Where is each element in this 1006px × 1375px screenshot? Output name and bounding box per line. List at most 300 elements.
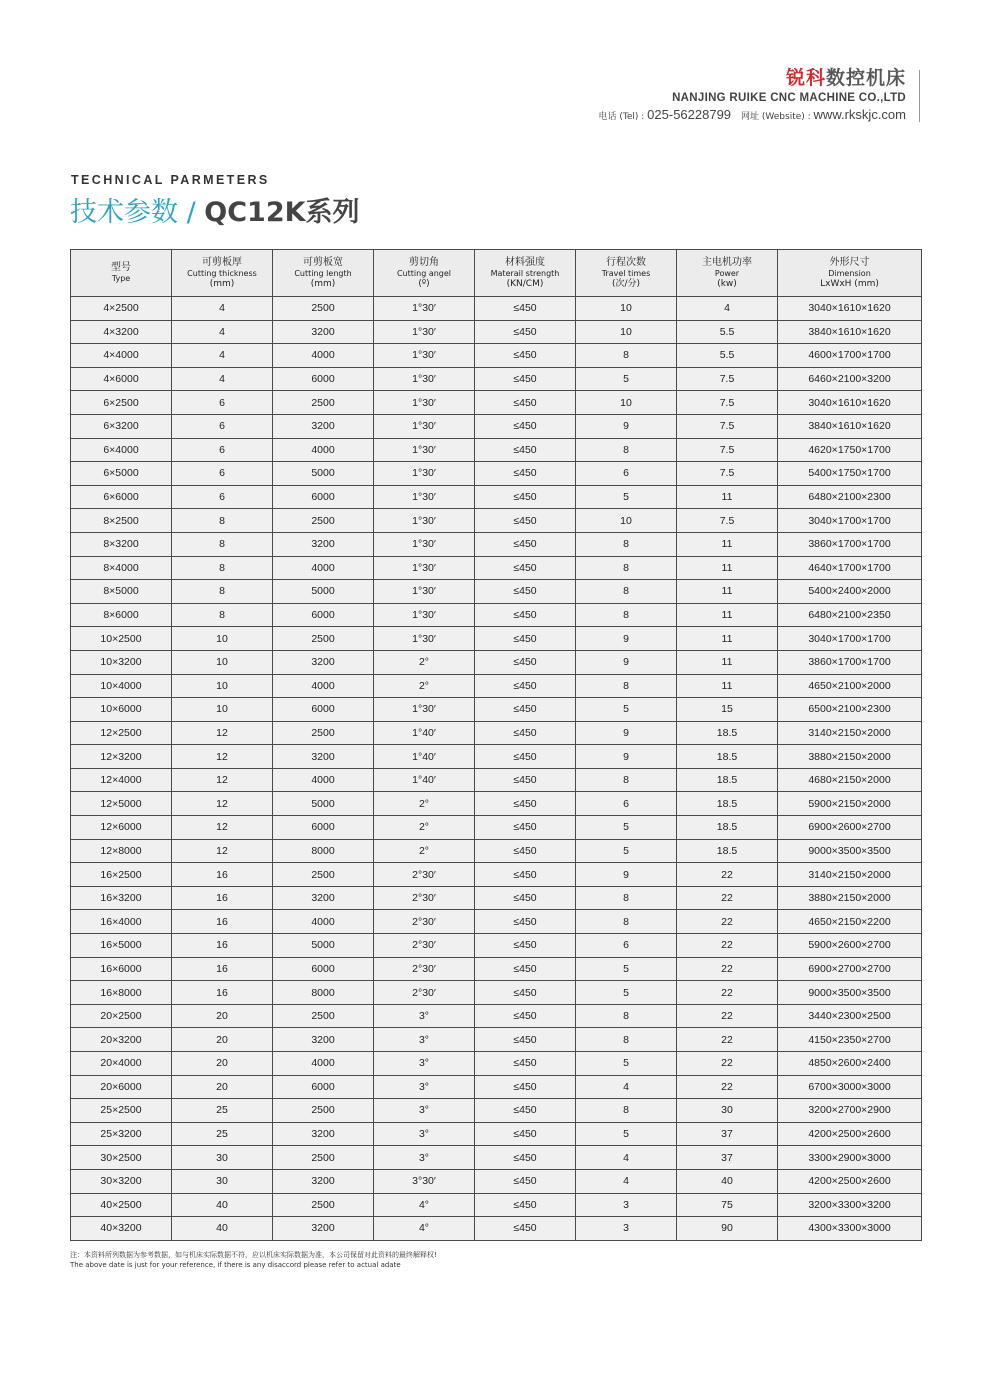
table-cell: ≤450 [475, 627, 576, 651]
table-cell: 4 [677, 297, 778, 321]
table-cell: 1°30′ [374, 462, 475, 486]
table-row [71, 863, 922, 887]
table-cell: 3200 [273, 414, 374, 438]
table-cell: 10 [172, 698, 273, 722]
table-cell: ≤450 [475, 1099, 576, 1123]
table-cell: 4600×1700×1700 [778, 344, 922, 368]
table-cell: 3880×2150×2000 [778, 886, 922, 910]
table-row [71, 745, 922, 769]
table-cell: 10 [576, 509, 677, 533]
table-cell: 1°40′ [374, 745, 475, 769]
column-header-en: Cutting thickness [187, 268, 257, 278]
table-cell: 8 [576, 1004, 677, 1028]
table-cell: 25 [172, 1099, 273, 1123]
table-cell: 6000 [273, 957, 374, 981]
table-cell: 8 [172, 532, 273, 556]
column-header-unit: (mm) [310, 278, 336, 289]
table-cell: 40×3200 [71, 1217, 172, 1241]
table-cell: 6700×3000×3000 [778, 1075, 922, 1099]
table-cell: 7.5 [677, 367, 778, 391]
table-row [71, 438, 922, 462]
table-cell: 6 [576, 934, 677, 958]
table-cell: 10 [576, 320, 677, 344]
table-row [71, 792, 922, 816]
column-header [677, 250, 778, 297]
table-row [71, 603, 922, 627]
table-cell: 11 [677, 627, 778, 651]
table-row [71, 532, 922, 556]
table-cell: 9000×3500×3500 [778, 981, 922, 1005]
table-cell: 1°30′ [374, 414, 475, 438]
table-cell: 8 [576, 603, 677, 627]
table-cell: 18.5 [677, 745, 778, 769]
table-cell: 16 [172, 863, 273, 887]
table-row [71, 674, 922, 698]
table-cell: 1°30′ [374, 438, 475, 462]
table-cell: 3° [374, 1052, 475, 1076]
table-cell: 4650×2150×2200 [778, 910, 922, 934]
table-cell: 3 [576, 1193, 677, 1217]
table-cell: 3040×1610×1620 [778, 297, 922, 321]
table-cell: ≤450 [475, 745, 576, 769]
table-cell: 5.5 [677, 320, 778, 344]
table-cell: 37 [677, 1122, 778, 1146]
table-row [71, 580, 922, 604]
table-cell: 8 [576, 886, 677, 910]
table-cell: 4850×2600×2400 [778, 1052, 922, 1076]
table-cell: 3880×2150×2000 [778, 745, 922, 769]
table-cell: 4 [576, 1169, 677, 1193]
table-cell: 3200 [273, 1028, 374, 1052]
table-row [71, 1052, 922, 1076]
table-cell: 6480×2100×2300 [778, 485, 922, 509]
table-cell: 6×2500 [71, 391, 172, 415]
company-header [599, 66, 906, 125]
tel-label: 电话 (Tel) : [598, 112, 648, 122]
table-cell: 7.5 [677, 462, 778, 486]
table-cell: 6000 [273, 603, 374, 627]
column-header-cn: 材料强度 [505, 256, 545, 268]
table-cell: 25 [172, 1122, 273, 1146]
table-cell: 6×5000 [71, 462, 172, 486]
table-cell: ≤450 [475, 934, 576, 958]
website-link[interactable]: www.rkskjc.com [813, 107, 906, 122]
table-cell: 2° [374, 650, 475, 674]
table-cell: 12 [172, 792, 273, 816]
table-cell: 22 [677, 886, 778, 910]
table-cell: 40 [677, 1169, 778, 1193]
table-cell: 16×5000 [71, 934, 172, 958]
table-cell: 1°30′ [374, 320, 475, 344]
table-cell: ≤450 [475, 344, 576, 368]
table-row [71, 367, 922, 391]
table-cell: ≤450 [475, 910, 576, 934]
table-cell: 40 [172, 1217, 273, 1241]
table-cell: 3°30′ [374, 1169, 475, 1193]
brand-name-cn: 锐科数控机床 [785, 67, 906, 89]
table-cell: 1°30′ [374, 580, 475, 604]
table-cell: 3° [374, 1028, 475, 1052]
table-cell: ≤450 [475, 650, 576, 674]
table-cell: ≤450 [475, 768, 576, 792]
table-cell: 3200 [273, 886, 374, 910]
table-cell: 2500 [273, 721, 374, 745]
column-header [71, 250, 172, 297]
table-cell: 6480×2100×2350 [778, 603, 922, 627]
table-cell: 5900×2150×2000 [778, 792, 922, 816]
table-cell: 9 [576, 745, 677, 769]
column-header [778, 250, 922, 297]
table-cell: 10 [172, 627, 273, 651]
table-cell: 20 [172, 1004, 273, 1028]
table-cell: 4 [172, 297, 273, 321]
column-header-cn: 行程次数 [606, 256, 646, 268]
table-cell: 3840×1610×1620 [778, 414, 922, 438]
table-row [71, 414, 922, 438]
table-cell: 5.5 [677, 344, 778, 368]
table-cell: 12×8000 [71, 839, 172, 863]
footnote-en: The above date is just for your reference, if there is any disaccord please refer to actual adate [70, 1261, 401, 1269]
table-cell: 5 [576, 981, 677, 1005]
table-row [71, 1169, 922, 1193]
table-cell: 3040×1700×1700 [778, 627, 922, 651]
table-cell: 10×6000 [71, 698, 172, 722]
table-cell: 22 [677, 981, 778, 1005]
table-row [71, 1122, 922, 1146]
table-cell: 16 [172, 957, 273, 981]
table-cell: 8 [576, 674, 677, 698]
table-cell: 5 [576, 1122, 677, 1146]
table-cell: 6000 [273, 698, 374, 722]
table-row [71, 485, 922, 509]
table-cell: 2500 [273, 627, 374, 651]
table-cell: 4000 [273, 556, 374, 580]
column-header-cn: 剪切角 [409, 256, 439, 268]
table-cell: ≤450 [475, 391, 576, 415]
table-cell: 8 [576, 556, 677, 580]
table-cell: 40×2500 [71, 1193, 172, 1217]
section-title-en: TECHNICAL PARMETERS [71, 173, 270, 187]
table-row [71, 957, 922, 981]
table-cell: 7.5 [677, 414, 778, 438]
table-cell: 1°30′ [374, 532, 475, 556]
table-cell: 10×4000 [71, 674, 172, 698]
table-cell: 8 [576, 344, 677, 368]
table-cell: 4200×2500×2600 [778, 1122, 922, 1146]
table-cell: 3200 [273, 1122, 374, 1146]
table-cell: 5 [576, 698, 677, 722]
table-cell: 16 [172, 981, 273, 1005]
footnote-cn: 注：本资料所列数据为参考数据，如与机床实际数据不符，应以机床实际数据为准，本公司保留对此资料的最终解释权! [70, 1251, 437, 1259]
table-cell: 4×2500 [71, 297, 172, 321]
table-cell: 8000 [273, 981, 374, 1005]
table-cell: 2500 [273, 1193, 374, 1217]
table-cell: 3° [374, 1099, 475, 1123]
table-cell: 12 [172, 745, 273, 769]
table-cell: 8 [576, 580, 677, 604]
table-cell: 30 [172, 1169, 273, 1193]
table-cell: 5 [576, 839, 677, 863]
table-cell: 6000 [273, 367, 374, 391]
table-cell: ≤450 [475, 509, 576, 533]
table-row [71, 934, 922, 958]
table-cell: 4×4000 [71, 344, 172, 368]
table-row [71, 1075, 922, 1099]
table-cell: 3140×2150×2000 [778, 721, 922, 745]
table-cell: ≤450 [475, 698, 576, 722]
table-cell: 1°30′ [374, 391, 475, 415]
table-cell: 3840×1610×1620 [778, 320, 922, 344]
table-cell: 1°40′ [374, 721, 475, 745]
table-cell: 22 [677, 1052, 778, 1076]
column-header [172, 250, 273, 297]
table-cell: ≤450 [475, 792, 576, 816]
column-header-en: Cutting length [294, 268, 352, 278]
table-cell: 5000 [273, 792, 374, 816]
brand-name-en: NANJING RUIKE CNC MACHINE CO.,LTD [672, 92, 906, 104]
table-row [71, 509, 922, 533]
table-cell: 8 [576, 1028, 677, 1052]
table-row [71, 344, 922, 368]
table-cell: 22 [677, 957, 778, 981]
table-cell: ≤450 [475, 603, 576, 627]
table-cell: 10 [172, 674, 273, 698]
table-cell: 6×4000 [71, 438, 172, 462]
table-cell: 12×6000 [71, 816, 172, 840]
table-cell: 20 [172, 1028, 273, 1052]
table-cell: 90 [677, 1217, 778, 1241]
table-cell: 3° [374, 1004, 475, 1028]
table-cell: 12 [172, 768, 273, 792]
table-cell: 18.5 [677, 721, 778, 745]
table-cell: 6900×2600×2700 [778, 816, 922, 840]
table-cell: 2500 [273, 1004, 374, 1028]
table-cell: 8×4000 [71, 556, 172, 580]
table-cell: 8 [576, 910, 677, 934]
table-cell: ≤450 [475, 485, 576, 509]
table-cell: 1°40′ [374, 768, 475, 792]
table-cell: 12×3200 [71, 745, 172, 769]
table-cell: 2500 [273, 297, 374, 321]
table-cell: 15 [677, 698, 778, 722]
table-cell: 16 [172, 886, 273, 910]
column-header-cn: 可剪板宽 [303, 256, 343, 268]
table-cell: 3200 [273, 320, 374, 344]
table-cell: 2°30′ [374, 934, 475, 958]
table-cell: 4 [172, 344, 273, 368]
table-cell: 4000 [273, 344, 374, 368]
table-cell: 2°30′ [374, 981, 475, 1005]
table-cell: ≤450 [475, 367, 576, 391]
table-cell: 3200 [273, 650, 374, 674]
table-cell: 3° [374, 1122, 475, 1146]
table-cell: 22 [677, 934, 778, 958]
table-cell: 11 [677, 556, 778, 580]
table-row [71, 1193, 922, 1217]
table-cell: 6000 [273, 485, 374, 509]
table-cell: 10 [172, 650, 273, 674]
table-cell: 18.5 [677, 768, 778, 792]
table-cell: 6500×2100×2300 [778, 698, 922, 722]
table-cell: 6 [172, 485, 273, 509]
table-row [71, 1004, 922, 1028]
table-cell: 3040×1610×1620 [778, 391, 922, 415]
table-cell: 16 [172, 910, 273, 934]
table-cell: 4 [576, 1075, 677, 1099]
table-cell: 22 [677, 1028, 778, 1052]
table-cell: 6 [172, 391, 273, 415]
column-header-en: Dimension [828, 268, 871, 278]
table-cell: 4 [576, 1146, 677, 1170]
table-cell: 1°30′ [374, 344, 475, 368]
table-cell: 8000 [273, 839, 374, 863]
table-cell: 2° [374, 839, 475, 863]
table-cell: 2500 [273, 509, 374, 533]
table-cell: 2500 [273, 1146, 374, 1170]
table-cell: 6 [172, 438, 273, 462]
table-cell: 20 [172, 1052, 273, 1076]
table-cell: 8 [172, 603, 273, 627]
table-cell: 3440×2300×2500 [778, 1004, 922, 1028]
table-cell: 18.5 [677, 839, 778, 863]
table-cell: 2° [374, 792, 475, 816]
table-cell: ≤450 [475, 1052, 576, 1076]
table-cell: 16 [172, 934, 273, 958]
table-cell: ≤450 [475, 1004, 576, 1028]
table-cell: 16×2500 [71, 863, 172, 887]
table-cell: ≤450 [475, 556, 576, 580]
table-cell: 18.5 [677, 792, 778, 816]
table-cell: 3 [576, 1217, 677, 1241]
table-cell: 8×5000 [71, 580, 172, 604]
column-header [374, 250, 475, 297]
table-cell: 4650×2100×2000 [778, 674, 922, 698]
table-cell: 2500 [273, 391, 374, 415]
table-cell: 5400×1750×1700 [778, 462, 922, 486]
table-cell: 9 [576, 721, 677, 745]
table-cell: 6 [172, 462, 273, 486]
table-body [71, 297, 922, 1241]
table-cell: 3200 [273, 745, 374, 769]
table-row [71, 910, 922, 934]
table-cell: 37 [677, 1146, 778, 1170]
table-cell: 8 [172, 556, 273, 580]
table-cell: ≤450 [475, 721, 576, 745]
column-header [273, 250, 374, 297]
table-cell: ≤450 [475, 1075, 576, 1099]
column-header-unit: (mm) [209, 278, 235, 289]
header-divider [919, 70, 920, 122]
footnote [70, 1250, 437, 1270]
table-cell: ≤450 [475, 297, 576, 321]
table-cell: 75 [677, 1193, 778, 1217]
table-cell: 30×2500 [71, 1146, 172, 1170]
table-cell: 7.5 [677, 509, 778, 533]
table-cell: 4000 [273, 674, 374, 698]
table-cell: 5 [576, 485, 677, 509]
table-cell: 11 [677, 650, 778, 674]
table-cell: 4300×3300×3000 [778, 1217, 922, 1241]
table-row [71, 650, 922, 674]
table-cell: 12×4000 [71, 768, 172, 792]
table-cell: 16×4000 [71, 910, 172, 934]
table-cell: ≤450 [475, 532, 576, 556]
table-cell: ≤450 [475, 438, 576, 462]
table-cell: 1°30′ [374, 603, 475, 627]
table-cell: 6900×2700×2700 [778, 957, 922, 981]
table-cell: 2°30′ [374, 957, 475, 981]
table-cell: 20×2500 [71, 1004, 172, 1028]
table-cell: 5400×2400×2000 [778, 580, 922, 604]
table-cell: 3200 [273, 1169, 374, 1193]
table-cell: 3040×1700×1700 [778, 509, 922, 533]
table-cell: 5000 [273, 462, 374, 486]
table-cell: 6 [576, 792, 677, 816]
table-cell: ≤450 [475, 1146, 576, 1170]
table-cell: 4680×2150×2000 [778, 768, 922, 792]
table-cell: 4° [374, 1193, 475, 1217]
table-cell: ≤450 [475, 886, 576, 910]
table-cell: 9000×3500×3500 [778, 839, 922, 863]
table-row [71, 768, 922, 792]
table-cell: 1°30′ [374, 509, 475, 533]
table-cell: ≤450 [475, 462, 576, 486]
table-cell: 4 [172, 367, 273, 391]
table-row [71, 627, 922, 651]
table-row [71, 886, 922, 910]
table-cell: 12 [172, 816, 273, 840]
table-cell: ≤450 [475, 1193, 576, 1217]
table-cell: 7.5 [677, 438, 778, 462]
table-row [71, 391, 922, 415]
table-cell: 5900×2600×2700 [778, 934, 922, 958]
column-header-en: Power [714, 268, 740, 278]
table-cell: 4200×2500×2600 [778, 1169, 922, 1193]
table-cell: ≤450 [475, 1028, 576, 1052]
table-cell: 11 [677, 532, 778, 556]
table-cell: 8 [172, 580, 273, 604]
table-cell: 4 [172, 320, 273, 344]
table-cell: 8 [576, 768, 677, 792]
table-cell: ≤450 [475, 1122, 576, 1146]
table-cell: 11 [677, 485, 778, 509]
table-cell: 4620×1750×1700 [778, 438, 922, 462]
table-cell: 40 [172, 1193, 273, 1217]
table-row [71, 981, 922, 1005]
table-cell: 2° [374, 816, 475, 840]
column-header-cn: 可剪板厚 [202, 256, 242, 268]
table-cell: 12×5000 [71, 792, 172, 816]
column-header [576, 250, 677, 297]
table-cell: 22 [677, 910, 778, 934]
table-cell: 1°30′ [374, 367, 475, 391]
table-cell: 30×3200 [71, 1169, 172, 1193]
table-cell: ≤450 [475, 863, 576, 887]
table-cell: 6000 [273, 1075, 374, 1099]
table-cell: 8×2500 [71, 509, 172, 533]
tel-number: 025-56228799 [647, 107, 732, 122]
table-cell: 6×3200 [71, 414, 172, 438]
table-row [71, 721, 922, 745]
column-header-cn: 型号 [111, 262, 131, 273]
table-cell: 22 [677, 1075, 778, 1099]
contact-line [599, 107, 906, 125]
table-cell: 16×8000 [71, 981, 172, 1005]
table-cell: 5 [576, 1052, 677, 1076]
table-cell: 20×4000 [71, 1052, 172, 1076]
table-cell: 2°30′ [374, 910, 475, 934]
section-title-cn: 技术参数 [70, 197, 178, 228]
